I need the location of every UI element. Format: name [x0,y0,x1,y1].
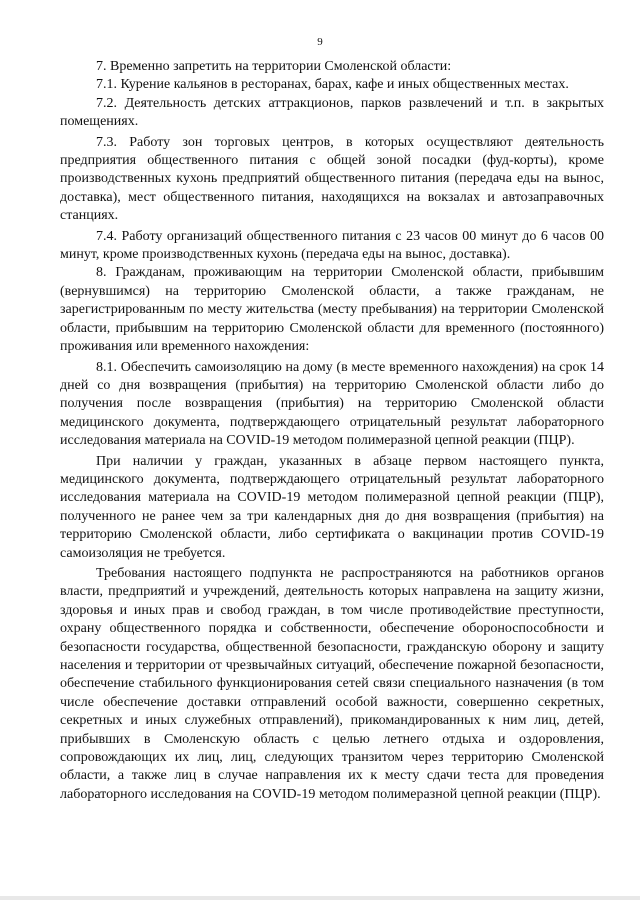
page-number: 9 [317,36,323,48]
scan-bottom-edge [0,896,640,900]
paragraph-7-4: 7.4. Работу организаций общественного питания с 23 часов 00 минут до 6 часов 00 минут, кроме производственных кухонь (передача еды на вынос, доставка). [60,228,604,263]
paragraph-8-1-exception: При наличии у граждан, указанных в абзаце первом настоящего пункта, медицинского документа, подтверждающего отрицательный результат лабораторного исследования материала на COVID-19 методом полимеразной цепной реакции (ПЦР), полученного не ранее чем за три календарных дня до дня возвращения (прибытия) на территорию Смоленской области, либо сертификата о вакцинации против COVID-19 самоизоляция не требуется. [60,453,604,561]
paragraph-7-2: 7.2. Деятельность детских аттракционов, парков развлечений и т.п. в закрытых помещениях. [60,95,604,130]
paragraph-8-1-exemptions: Требования настоящего подпункта не распространяются на работников органов власти, предприятий и учреждений, деятельность которых направлена на защиту жизни, здоровья и иных прав и свобод граждан, в том числе противодействие преступности, охрану общественного порядка и собственности, обеспечение обороноспособности и безопасности государства, общественной безопасности, гражданскую оборону и защиту населения и территории от чрезвычайных ситуаций, обеспечение пожарной безопасности, обеспечение стабильного функционирования сетей связи специального назначения (в том числе обеспечение доставки отправлений особой важности, совершенно секретных, секретных и иных служебных отправлений), прикомандированных к ним лиц, детей, прибывших в Смоленскую область с целью летнего отдыха и оздоровления, сопровождающих их лиц, лиц, следующих транзитом через территорию Смоленской области, а также лиц в случае направления их к месту сдачи теста для проведения лабораторного исследования на COVID-19 методом полимеразной цепной реакции (ПЦР). [60,565,604,802]
paragraph-8-1: 8.1. Обеспечить самоизоляцию на дому (в месте временного нахождения) на срок 14 дней со дня возвращения (прибытия) на территорию Смоленской области либо до получения после возвращения (прибытия) на территорию Смоленской области медицинского документа, подтверждающего отрицательный результат лабораторного исследования материала на COVID-19 методом полимеразной цепной реакции (ПЦР). [60,359,604,449]
paragraph-8: 8. Гражданам, проживающим на территории Смоленской области, прибывшим (вернувшимся) на территорию Смоленской области, а также гражданам, не зарегистрированным по месту жительства (месту пребывания) на территории Смоленской области, прибывшим на территорию Смоленской области для временного (постоянного) проживания или временного нахождения: [60,265,604,355]
paragraph-7: 7. Временно запретить на территории Смоленской области: [96,59,452,74]
paragraph-7-1: 7.1. Курение кальянов в ресторанах, барах, кафе и иных общественных местах. [96,77,569,93]
paragraph-7-3: 7.3. Работу зон торговых центров, в которых осуществляют деятельность предприятия общественного питания с общей зоной посадки (фуд-корты), кроме производственных кухонь предприятий общественного питания (передача еды на вынос, доставка), мест общественного питания, находящихся на вокзалах и автозаправочных станциях. [60,134,604,224]
document-body [60,58,604,804]
